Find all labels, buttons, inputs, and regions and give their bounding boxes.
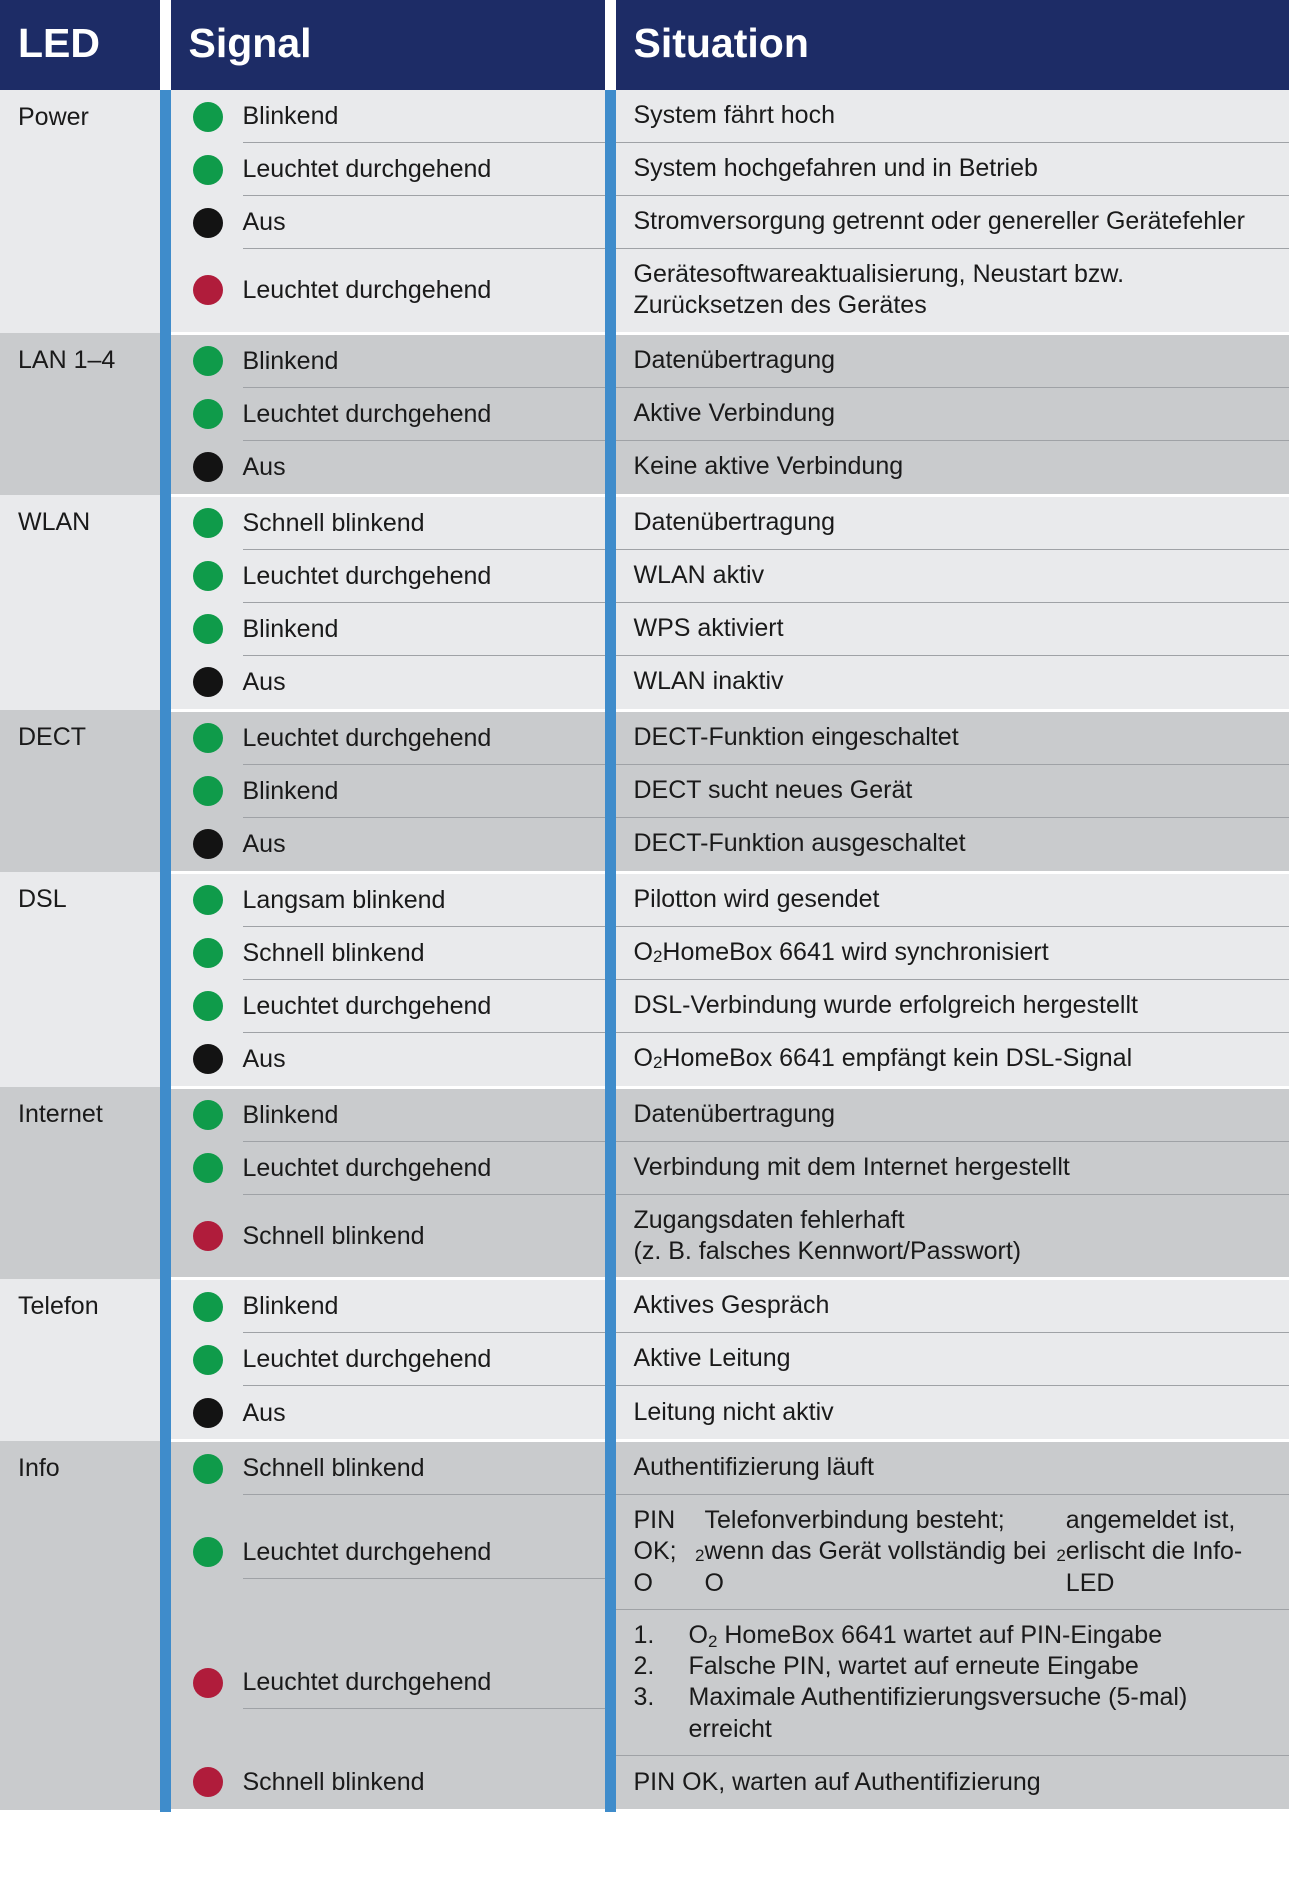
situation-text: WPS aktiviert [616,603,1289,656]
situation-text: Stromversorgung getrennt oder genereller Gerätefehler [616,196,1289,249]
table-row [0,495,1289,550]
signal-cell [165,196,610,249]
signal-cell [165,1195,610,1279]
led-dot-green [193,991,223,1021]
situation-text: Pilotton wird gesendet [616,874,1289,927]
situation-text: WLAN aktiv [616,550,1289,603]
table-row [0,249,1289,333]
signal-cell [165,550,610,603]
signal-cell [165,872,610,927]
signal-label: Blinkend [243,335,605,388]
situation-cell [610,1495,1289,1610]
table-row [0,1441,1289,1496]
signal-cell [165,710,610,765]
situation-text: DECT-Funktion ausgeschaltet [633,829,966,858]
situation-text: O $_2$ HomeBox 6641 wird synchronisiert [616,927,1289,980]
table-body [0,90,1289,1810]
situation-text: Keine aktive Verbindung [633,452,904,481]
table-row [0,1033,1289,1088]
situation-text: DECT-Funktion eingeschaltet [616,712,1289,765]
signal-cell [165,333,610,388]
signal-label: Schnell blinkend [242,1768,425,1797]
signal-cell [165,1033,610,1088]
led-dot-green [193,1454,223,1484]
signal-cell [165,249,610,333]
situation-cell [610,1386,1289,1441]
table-row [0,603,1289,656]
signal-label: Leuchtet durchgehend [243,1333,605,1386]
led-dot-green [193,102,223,132]
situation-cell [610,196,1289,249]
situation-cell [610,1279,1289,1334]
signal-label: Leuchtet durchgehend [242,276,492,305]
led-name-label: Internet [18,1100,103,1128]
led-dot-green [193,399,223,429]
situation-cell [610,90,1289,143]
led-name-cell [0,710,165,872]
situation-text: Zugangsdaten fehlerhaft (z. B. falsches Kennwort/Passwort) [633,1205,1022,1265]
led-dot-green [193,1153,223,1183]
situation-text: 1. $O_2$ HomeBox 6641 wartet auf PIN-Eingabe 2. Falsche PIN, wartet auf erneute Eingabe 3. Maximale Authentifizierungsversuche (5-mal) erreicht [616,1610,1289,1756]
table-row [0,1756,1289,1811]
signal-label: Schnell blinkend [243,497,605,550]
situation-text: Datenübertragung [616,497,1289,550]
led-dot-red [193,275,223,305]
table-row [0,1495,1289,1610]
situation-text: Aktives Gespräch [616,1280,1289,1333]
led-name-cell [0,1441,165,1811]
table-row [0,143,1289,196]
signal-label: Blinkend [243,1089,605,1142]
signal-cell [165,388,610,441]
signal-cell [165,1279,610,1334]
situation-cell [610,710,1289,765]
situation-cell [610,495,1289,550]
led-dot-off [193,1398,223,1428]
table-row [0,765,1289,818]
signal-label: Blinkend [243,603,605,656]
table-row [0,1610,1289,1756]
signal-cell [165,1386,610,1441]
situation-cell [610,441,1289,496]
situation-cell [610,765,1289,818]
led-name-label: DECT [18,723,87,751]
signal-label: Leuchtet durchgehend [243,712,605,765]
table-row [0,818,1289,873]
table-row [0,872,1289,927]
situation-text: System fährt hoch [616,90,1289,143]
situation-cell [610,333,1289,388]
header-cell-situation: Situation [610,0,1289,90]
led-name-label: DSL [18,885,67,913]
table-row [0,1087,1289,1142]
led-name-cell [0,1279,165,1441]
led-name-cell [0,90,165,333]
table-row [0,710,1289,765]
table-row [0,441,1289,496]
situation-cell [610,1142,1289,1195]
table-row [0,980,1289,1033]
led-dot-green [193,776,223,806]
led-dot-red [193,1668,223,1698]
led-dot-off [193,829,223,859]
table-row [0,196,1289,249]
situation-cell [610,550,1289,603]
signal-cell [165,603,610,656]
situation-text: Verbindung mit dem Internet hergestellt [616,1142,1289,1195]
led-name-label: Info [18,1453,60,1482]
signal-cell [165,1333,610,1386]
situation-text: Leitung nicht aktiv [633,1397,834,1426]
led-dot-green [193,885,223,915]
signal-label: Aus [242,1398,286,1427]
led-dot-green [193,614,223,644]
situation-text: Aktive Leitung [616,1333,1289,1386]
led-dot-off [193,1044,223,1074]
signal-cell [165,1441,610,1496]
signal-label: Leuchtet durchgehend [243,1142,605,1195]
led-dot-green [193,346,223,376]
led-name-cell [0,1087,165,1279]
situation-text: O $_2$ HomeBox 6641 empfängt kein DSL-Signal [633,1044,1133,1073]
led-dot-green [193,1100,223,1130]
led-dot-green [193,938,223,968]
signal-label: Aus [242,668,286,696]
situation-cell [610,1610,1289,1756]
led-dot-green [193,1345,223,1375]
situation-text: System hochgefahren und in Betrieb [616,143,1289,196]
signal-cell [165,927,610,980]
situation-cell [610,818,1289,873]
signal-cell [165,656,610,711]
led-dot-off [193,208,223,238]
signal-cell [165,1142,610,1195]
led-dot-green [193,155,223,185]
led-name-cell [0,872,165,1087]
signal-label: Schnell blinkend [242,1221,425,1250]
table-row [0,1142,1289,1195]
led-dot-green [193,561,223,591]
signal-cell [165,1610,610,1756]
signal-label: Leuchtet durchgehend [243,143,605,196]
header-cell-led: LED [0,0,165,90]
led-name-label: Telefon [18,1291,99,1320]
situation-text: WLAN inaktiv [633,667,784,696]
led-name-cell [0,333,165,495]
led-dot-green [193,508,223,538]
table-row [0,1386,1289,1441]
signal-label: Langsam blinkend [243,874,605,927]
situation-text: Authentifizierung läuft [616,1442,1289,1495]
signal-label: Leuchtet durchgehend [243,550,605,603]
situation-cell [610,927,1289,980]
table-row [0,550,1289,603]
signal-label: Schnell blinkend [243,927,605,980]
led-dot-off [193,452,223,482]
led-dot-red [193,1767,223,1797]
signal-cell [165,1756,610,1811]
led-name-label: WLAN [18,508,91,536]
led-dot-green [193,1537,223,1567]
situation-cell [610,1756,1289,1811]
led-dot-green [193,723,223,753]
signal-label: Blinkend [243,1280,605,1333]
situation-cell [610,656,1289,711]
signal-label: Leuchtet durchgehend [243,1656,605,1709]
signal-cell [165,818,610,873]
situation-text: DSL-Verbindung wurde erfolgreich hergestellt [616,980,1289,1033]
signal-label: Blinkend [243,90,605,143]
signal-cell [165,1495,610,1610]
table-row [0,388,1289,441]
situation-text: Gerätesoftwareaktualisierung, Neustart bzw. Zurücksetzen des Gerätes [633,260,1125,320]
signal-cell [165,90,610,143]
signal-label: Leuchtet durchgehend [243,1526,605,1579]
situation-text: PIN OK, warten auf Authentifizierung [633,1767,1041,1796]
led-name-label: LAN 1–4 [18,346,116,374]
situation-text: Aktive Verbindung [616,388,1289,441]
led-dot-red [193,1221,223,1251]
signal-cell [165,441,610,496]
situation-text: Datenübertragung [616,1089,1289,1142]
signal-label: Aus [242,453,286,481]
table-row [0,333,1289,388]
signal-label: Blinkend [243,765,605,818]
table-row [0,927,1289,980]
signal-cell [165,143,610,196]
signal-label: Leuchtet durchgehend [243,388,605,441]
signal-cell [165,1087,610,1142]
situation-cell [610,1333,1289,1386]
led-dot-green [193,1292,223,1322]
led-dot-off [193,667,223,697]
situation-cell [610,1087,1289,1142]
situation-cell [610,249,1289,333]
situation-text: Datenübertragung [616,335,1289,388]
signal-label: Schnell blinkend [243,1442,605,1495]
situation-cell [610,980,1289,1033]
signal-label: Aus [242,1045,286,1073]
table-header [0,0,1289,90]
signal-cell [165,765,610,818]
signal-cell [165,980,610,1033]
table-row [0,1333,1289,1386]
situation-cell [610,1441,1289,1496]
situation-cell [610,1033,1289,1088]
led-name-label: Power [18,103,89,131]
situation-text: DECT sucht neues Gerät [616,765,1289,818]
situation-text: PIN OK; O $_2$ Telefonverbindung besteht; wenn das Gerät vollständig bei O $_2$ angemeldet ist, erlischt die Info-LED [616,1495,1289,1610]
signal-label: Aus [242,830,286,858]
table-row [0,1279,1289,1334]
signal-label: Leuchtet durchgehend [243,980,605,1033]
table-row [0,90,1289,143]
table-row [0,656,1289,711]
situation-cell [610,872,1289,927]
situation-cell [610,1195,1289,1279]
situation-cell [610,143,1289,196]
situation-cell [610,388,1289,441]
led-name-cell [0,495,165,710]
situation-cell [610,603,1289,656]
signal-label: Aus [243,196,605,249]
signal-cell [165,495,610,550]
header-cell-signal: Signal [165,0,610,90]
table-row [0,1195,1289,1279]
